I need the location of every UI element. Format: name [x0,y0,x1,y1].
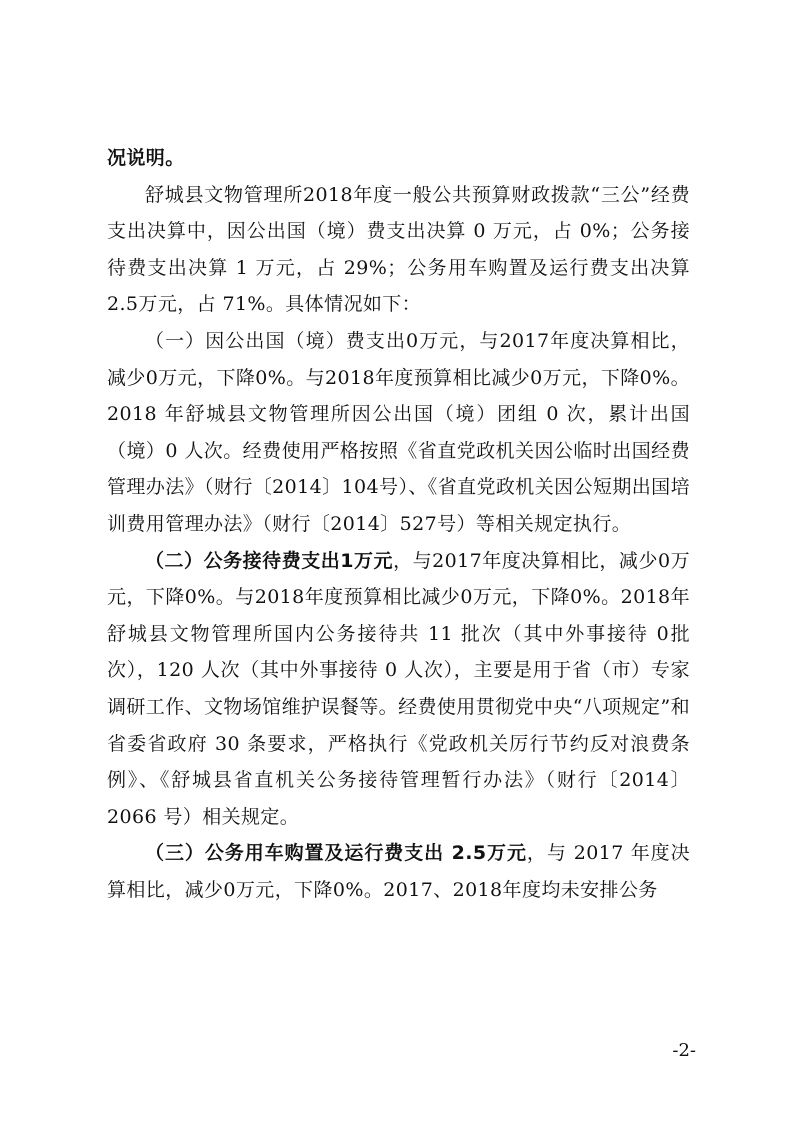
page-number: -2- [672,1040,696,1061]
section-1-paragraph: （一）因公出国（境）费支出0万元，与2017年度决算相比，减少0万元，下降0%。与2018年度预算相比减少0万元，下降0%。2018 年舒城县文物管理所因公出国（境）团组 0 次，累计出国（境）0 人次。经费使用严格按照《省直党政机关因公临时出国经费管理办法》（财行〔2014〕104号）、《省直党政机关因公短期出国培训费用管理办法》（财行〔2014〕527号）等相关规定执行。 [107,329,691,535]
intro-paragraph: 舒城县文物管理所2018年度一般公共预算财政拨款“三公”经费支出决算中，因公出国（境）费支出决算 0 万元，占 0%；公务接待费支出决算 1 万元，占 29%；公务用车购置及运行费支出决算2.5万元，占 71%。具体情况如下： [107,183,690,316]
lead-line: 况说明。 [107,147,185,169]
document-body [107,140,690,908]
section-2-heading: （二）公务接待费支出1万元 [145,549,394,572]
section-2-paragraph [107,543,690,836]
section-3-heading: （三）公务用车购置及运行费支出 2.5万元 [145,842,527,865]
section-2-body: ，与2017年度决算相比，减少0万元，下降0%。与2018年度预算相比减少0万元，下降0%。2018年舒城县文物管理所国内公务接待共 11 批次（其中外事接待 0批次），120 人次（其中外事接待 0 人次），主要是用于省（市）专家调研工作、文物场馆维护误餐等。经费使用贯彻党中央“八项规定”和省委省政府 30 条要求，严格执行《党政机关厉行节约反对浪费条例》、《舒城县省直机关公务接待管理暂行办法》（财行〔2014〕2066 号）相关规定。 [107,549,691,828]
section-3-body: ，与 2017 年度决算相比，减少0万元，下降0%。2017、2018年度均未安排公务 [107,842,690,901]
section-3-paragraph [107,835,690,908]
